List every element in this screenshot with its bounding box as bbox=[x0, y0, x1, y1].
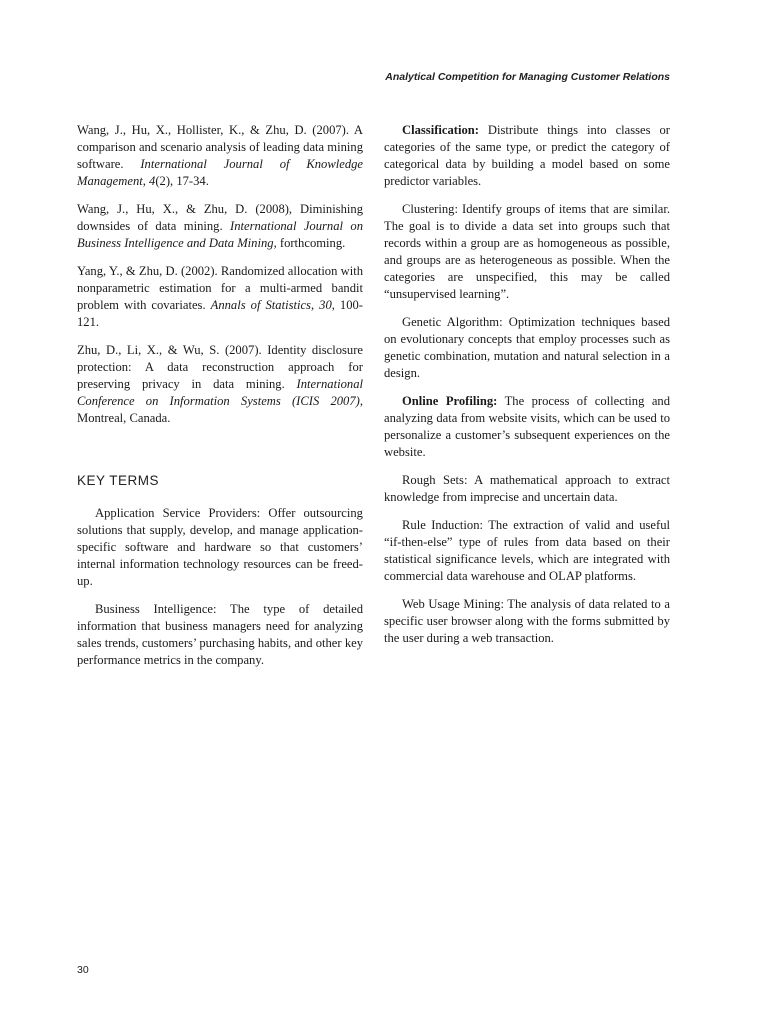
key-term-entry: Clustering: Identify groups of items that are similar. The goal is to divide a data set into groups such that records within a group are as homogeneous as possible, and groups are as heterogeneous as possible. When the categories are unspecified, this may be called “unsupervised learning”. bbox=[384, 202, 670, 301]
left-column bbox=[77, 122, 363, 680]
key-term-entry: Application Service Providers: Offer outsourcing solutions that supply, develop, and manage application-specific software and hardware so that customers’ internal information technology resources can be freed-up. bbox=[77, 506, 363, 588]
page-number: 30 bbox=[77, 964, 89, 976]
key-term-entry: Web Usage Mining: The analysis of data related to a specific user browser along with the forms submitted by the user during a web transaction. bbox=[384, 597, 670, 645]
right-column bbox=[384, 122, 670, 658]
key-term-entry: Rule Induction: The extraction of valid and useful “if-then-else” type of rules from data based on their statistical significance levels, which are integrated with commercial data warehouse and OLAP platforms. bbox=[384, 518, 670, 583]
key-term-entry: Rough Sets: A mathematical approach to extract knowledge from imprecise and uncertain data. bbox=[384, 473, 671, 504]
reference-item: Yang, Y., & Zhu, D. (2002). Randomized allocation with nonparametric estimation for a multi-armed bandit problem with covariates. Annals of Statistics, 30, 100-121. bbox=[77, 264, 363, 329]
key-term-entry: Business Intelligence: The type of detailed information that business managers need for analyzing sales trends, customers’ purchasing habits, and other key performance metrics in the company. bbox=[77, 602, 363, 667]
running-head: Analytical Competition for Managing Customer Relations bbox=[385, 71, 670, 83]
key-term-entry: Genetic Algorithm: Optimization techniques based on evolutionary concepts that employ processes such as genetic combination, mutation and natural selection in a design. bbox=[384, 315, 670, 380]
reference-item: Wang, J., Hu, X., Hollister, K., & Zhu, D. (2007). A comparison and scenario analysis of leading data mining software. International Journal of Knowledge Management, 4(2), 17-34. bbox=[77, 123, 364, 188]
reference-item: Zhu, D., Li, X., & Wu, S. (2007). Identity disclosure protection: A data reconstruction approach for preserving privacy in data mining. International Conference on Information Systems (ICIS 2007), Montreal, Canada. bbox=[77, 343, 363, 425]
section-title-key-terms: KEY TERMS bbox=[77, 473, 160, 488]
key-term-entry: Classification: Distribute things into classes or categories of the same type, or predict the category of categorical data by building a model based on some predictor variables. bbox=[384, 123, 670, 188]
reference-item: Wang, J., Hu, X., & Zhu, D. (2008), Diminishing downsides of data mining. International Journal on Business Intelligence and Data Mining, forthcoming. bbox=[77, 202, 363, 250]
key-term-entry: Online Profiling: The process of collecting and analyzing data from website visits, which can be used to personalize a customer’s subsequent experiences on the website. bbox=[384, 394, 670, 459]
